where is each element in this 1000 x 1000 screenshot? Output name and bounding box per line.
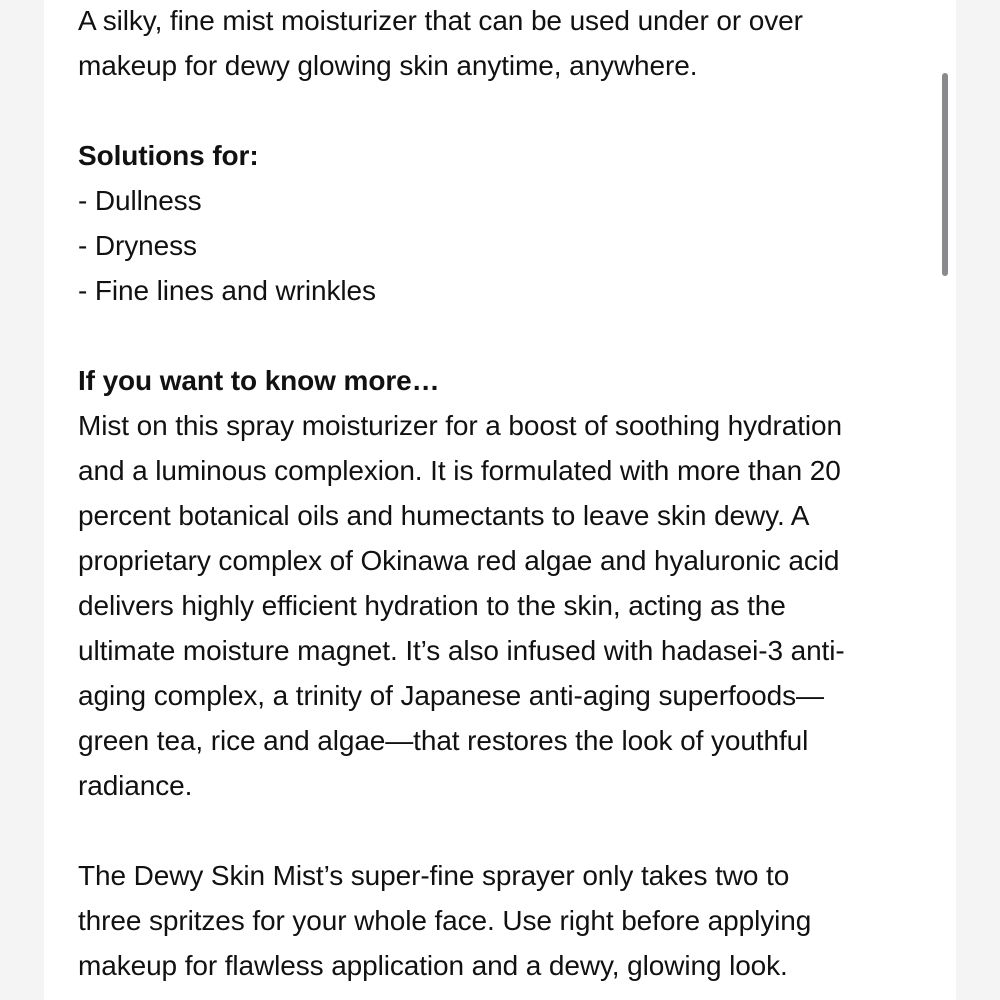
description-content <box>78 0 938 988</box>
usage-paragraph: The Dewy Skin Mist’s super-fine sprayer only takes two to three spritzes for your whole face. Use right before applying makeup for flawless application and a dewy, glowing look. <box>78 860 812 981</box>
intro-text: A silky, fine mist moisturizer that can be used under or over makeup for dewy glowing skin anytime, anywhere. <box>78 5 803 81</box>
spacer <box>78 808 938 853</box>
solutions-heading: Solutions for: <box>78 140 259 171</box>
more-info-heading: If you want to know more… <box>78 365 440 396</box>
spacer <box>78 88 938 133</box>
vertical-scrollbar[interactable] <box>942 73 948 276</box>
product-description-page <box>44 0 956 1000</box>
solution-item-fine-lines: - Fine lines and wrinkles <box>78 275 376 306</box>
solution-item-dryness: - Dryness <box>78 230 197 261</box>
more-info-paragraph: Mist on this spray moisturizer for a boost of soothing hydration and a luminous complexion. It is formulated with more than 20 percent botanical oils and humectants to leave skin dewy. A proprietary complex of Okinawa red algae and hyaluronic acid delivers highly efficient hydration to the skin, acting as the ultimate moisture magnet. It’s also infused with hadasei-3 anti- aging complex, a trinity of Japanese anti-aging superfoods— green tea, rice and algae—that restores the look of youthful radiance. <box>78 410 845 801</box>
spacer <box>78 313 938 358</box>
solution-item-dullness: - Dullness <box>78 185 202 216</box>
